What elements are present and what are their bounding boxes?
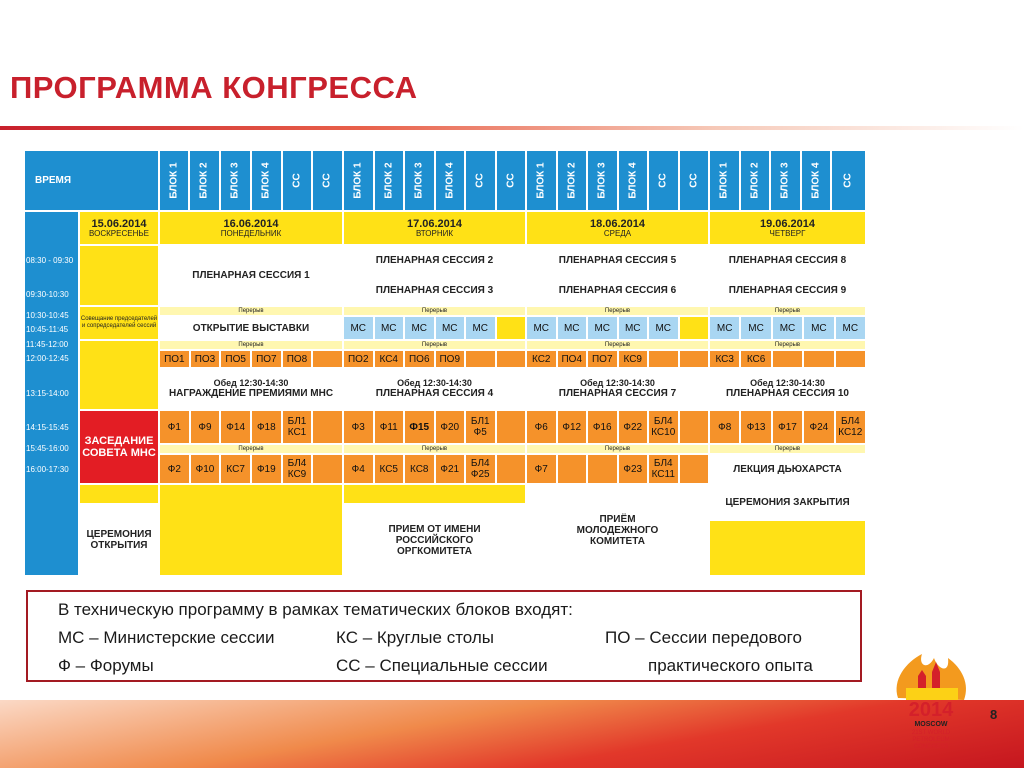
date-cell-tue: 17.06.2014 ВТОРНИК (343, 211, 526, 245)
time-label: 16:00-17:30 (26, 465, 69, 474)
forum-cell (587, 454, 618, 484)
time-header: ВРЕМЯ (24, 150, 159, 211)
session-code-empty (648, 350, 679, 368)
plenary-session-8: ПЛЕНАРНАЯ СЕССИЯ 8 (709, 245, 866, 275)
time-label: 11:45-12:00 (26, 340, 69, 349)
forum-cell: КС8 (404, 454, 435, 484)
forum-cell: БЛ4 КС10 (648, 410, 679, 444)
logo-line2: PETROLEUM (912, 737, 950, 743)
block-header: СС (312, 150, 343, 211)
forum-cell: Ф7 (526, 454, 557, 484)
logo-line1: 21ST WORLD (911, 730, 951, 736)
council-meeting: ЗАСЕДАНИЕ СОВЕТА МНС (79, 410, 159, 484)
break-cell: Перерыв (526, 340, 709, 350)
sunday-empty (79, 245, 159, 306)
session-code-empty (803, 350, 834, 368)
block-header: БЛОК 3 (404, 150, 435, 211)
session-code-empty (772, 350, 803, 368)
forum-cell: Ф22 (618, 410, 649, 444)
exhibition-opening: ОТКРЫТИЕ ВЫСТАВКИ (159, 316, 343, 340)
session-code: ПО1 (159, 350, 190, 368)
block-header: БЛОК 4 (435, 150, 465, 211)
lunch-block-mon: Обед 12:30-14:30 НАГРАЖДЕНИЕ ПРЕМИЯМИ МНС (159, 368, 343, 410)
session-code: ПО6 (404, 350, 435, 368)
forum-cell-empty (496, 454, 527, 484)
forum-cell: Ф9 (190, 410, 221, 444)
block-header: БЛОК 2 (374, 150, 404, 211)
forum-cell: БЛ4 КС11 (648, 454, 679, 484)
ministerial-session: МС (557, 316, 588, 340)
session-code: КС4 (374, 350, 405, 368)
break-cell: Перерыв (526, 444, 709, 454)
legend-ms: МС – Министерские сессии (58, 628, 275, 647)
legend-title: В техническую программу в рамках тематических блоков входят: (58, 600, 573, 619)
break-cell: Перерыв (343, 306, 526, 316)
session-code: ПО5 (220, 350, 251, 368)
block-header: БЛОК 2 (189, 150, 220, 211)
legend-f: Ф – Форумы (58, 656, 154, 675)
block-header: БЛОК 1 (159, 150, 189, 211)
ministerial-session: МС (526, 316, 557, 340)
break-cell: Перерыв (343, 340, 526, 350)
empty-cell (496, 316, 527, 340)
legend-po-continued: практического опыта (648, 656, 813, 675)
ministerial-session: МС (772, 316, 803, 340)
block-header: БЛОК 3 (770, 150, 801, 211)
forum-cell: Ф13 (740, 410, 771, 444)
lunch-block-tue: Обед 12:30-14:30 ПЛЕНАРНАЯ СЕССИЯ 4 (343, 368, 526, 410)
forum-cell: БЛ4 Ф25 (465, 454, 496, 484)
forum-cell-empty (496, 410, 527, 444)
block-header: БЛОК 3 (587, 150, 618, 211)
forum-cell-empty (312, 410, 343, 444)
session-code: ПО7 (587, 350, 618, 368)
session-code: КС6 (740, 350, 771, 368)
ministerial-session: МС (835, 316, 866, 340)
empty-cell (679, 316, 710, 340)
time-label: 14:15-15:45 (26, 423, 69, 432)
block-header: БЛОК 1 (343, 150, 374, 211)
sunday-chairs-meeting: Совещание председателей и сопредседателей сессий (79, 306, 159, 340)
lunch-block-thu: Обед 12:30-14:30 ПЛЕНАРНАЯ СЕССИЯ 10 (709, 368, 866, 410)
block-header: СС (679, 150, 709, 211)
session-code-empty (835, 350, 866, 368)
session-code: ПО8 (282, 350, 313, 368)
block-header: БЛОК 2 (557, 150, 587, 211)
forum-cell: Ф8 (709, 410, 740, 444)
title-divider (0, 126, 1024, 130)
session-code: ПО2 (343, 350, 374, 368)
ministerial-session: МС (404, 316, 435, 340)
forum-cell: Ф24 (803, 410, 834, 444)
forum-cell: БЛ4 КС9 (282, 454, 313, 484)
bottom-decor-band (0, 700, 1024, 768)
ministerial-session: МС (343, 316, 374, 340)
session-code: ПО7 (251, 350, 282, 368)
tuesday-empty (343, 484, 526, 504)
forum-cell (557, 454, 588, 484)
forum-cell-empty (679, 454, 710, 484)
session-code: КС9 (618, 350, 649, 368)
break-cell: Перерыв (709, 444, 866, 454)
ministerial-session: МС (587, 316, 618, 340)
forum-cell: Ф17 (772, 410, 803, 444)
forum-cell: Ф21 (435, 454, 466, 484)
forum-cell: БЛ4 КС12 (835, 410, 866, 444)
plenary-session-1: ПЛЕНАРНАЯ СЕССИЯ 1 (159, 245, 343, 306)
break-cell: Перерыв (709, 340, 866, 350)
forum-cell: Ф14 (220, 410, 251, 444)
wpc-logo (888, 640, 974, 752)
plenary-session-6: ПЛЕНАРНАЯ СЕССИЯ 6 (526, 275, 709, 306)
forum-cell: Ф18 (251, 410, 282, 444)
block-header: СС (465, 150, 496, 211)
forum-cell: Ф4 (343, 454, 374, 484)
plenary-session-3: ПЛЕНАРНАЯ СЕССИЯ 3 (343, 275, 526, 306)
break-cell: Перерыв (709, 306, 866, 316)
forum-cell: БЛ1 КС1 (282, 410, 313, 444)
forum-cell: КС7 (220, 454, 251, 484)
break-cell: Перерыв (159, 306, 343, 316)
forum-cell: Ф1 (159, 410, 190, 444)
forum-cell: Ф19 (251, 454, 282, 484)
block-header: СС (282, 150, 312, 211)
sunday-empty (79, 340, 159, 410)
legend-ks: КС – Круглые столы (336, 628, 495, 647)
date-cell-thu: 19.06.2014 ЧЕТВЕРГ (709, 211, 866, 245)
session-code-empty (312, 350, 343, 368)
sunday-empty (79, 484, 159, 504)
session-code-empty (465, 350, 496, 368)
forum-cell: Ф16 (587, 410, 618, 444)
forum-cell: КС5 (374, 454, 405, 484)
page-number: 8 (990, 707, 998, 722)
session-code: КС3 (709, 350, 740, 368)
time-label: 10:30-10:45 (26, 311, 69, 320)
date-cell-sun: 15.06.2014 ВОСКРЕСЕНЬЕ (79, 211, 159, 245)
time-label: 09:30-10:30 (26, 290, 69, 299)
forum-cell-empty (679, 410, 710, 444)
session-code: ПО9 (435, 350, 466, 368)
block-header: СС (831, 150, 866, 211)
logo-city: MOSCOW (914, 721, 948, 728)
ministerial-session: МС (435, 316, 466, 340)
reception-russian-committee: ПРИЕМ ОТ ИМЕНИ РОССИЙСКОГО ОРГКОМИТЕТА (343, 504, 526, 576)
reception-youth-committee: ПРИЁМ МОЛОДЕЖНОГО КОМИТЕТА (526, 484, 709, 576)
block-header: БЛОК 3 (220, 150, 251, 211)
block-header: БЛОК 4 (801, 150, 831, 211)
legend-ss: СС – Специальные сессии (336, 656, 548, 675)
break-cell: Перерыв (159, 340, 343, 350)
opening-ceremony: ЦЕРЕМОНИЯ ОТКРЫТИЯ (79, 504, 159, 576)
session-code: КС2 (526, 350, 557, 368)
ministerial-session: МС (374, 316, 405, 340)
time-label: 15:45-16:00 (26, 444, 69, 453)
block-header: БЛОК 1 (526, 150, 557, 211)
ministerial-session: МС (740, 316, 771, 340)
ministerial-session: МС (465, 316, 496, 340)
logo-year: 2014 (908, 699, 954, 721)
forum-cell-empty (312, 454, 343, 484)
time-label: 12:00-12:45 (26, 354, 69, 363)
block-header: БЛОК 1 (709, 150, 740, 211)
slide-title: ПРОГРАММА КОНГРЕССА (10, 70, 418, 105)
forum-cell: Ф15 (404, 410, 435, 444)
block-header: СС (496, 150, 526, 211)
forum-cell: Ф23 (618, 454, 649, 484)
logo-line3: CONGRESS (913, 744, 949, 750)
block-header: СС (648, 150, 679, 211)
block-header: БЛОК 4 (251, 150, 282, 211)
ministerial-session: МС (618, 316, 649, 340)
block-header: БЛОК 4 (618, 150, 648, 211)
legend-box (26, 590, 862, 682)
dewhurst-lecture: ЛЕКЦИЯ ДЬЮХАРСТА (709, 454, 866, 484)
session-code-empty (679, 350, 710, 368)
legend-po: ПО – Сессии передового (605, 628, 802, 647)
date-cell-wed: 18.06.2014 СРЕДА (526, 211, 709, 245)
plenary-session-9: ПЛЕНАРНАЯ СЕССИЯ 9 (709, 275, 866, 306)
break-cell: Перерыв (343, 444, 526, 454)
ministerial-session: МС (709, 316, 740, 340)
forum-cell: Ф2 (159, 454, 190, 484)
ministerial-session: МС (803, 316, 834, 340)
time-label: 13:15-14:00 (26, 389, 69, 398)
break-cell: Перерыв (159, 444, 343, 454)
forum-cell: Ф10 (190, 454, 221, 484)
forum-cell: Ф20 (435, 410, 466, 444)
thursday-empty (709, 520, 866, 576)
closing-ceremony: ЦЕРЕМОНИЯ ЗАКРЫТИЯ (709, 484, 866, 520)
session-code-empty (496, 350, 527, 368)
schedule-table (24, 150, 866, 576)
forum-cell: Ф11 (374, 410, 405, 444)
time-label: 08:30 - 09:30 (26, 256, 74, 265)
plenary-session-5: ПЛЕНАРНАЯ СЕССИЯ 5 (526, 245, 709, 275)
break-cell: Перерыв (526, 306, 709, 316)
date-cell-mon: 16.06.2014 ПОНЕДЕЛЬНИК (159, 211, 343, 245)
forum-cell: Ф6 (526, 410, 557, 444)
ministerial-session: МС (648, 316, 679, 340)
plenary-session-2: ПЛЕНАРНАЯ СЕССИЯ 2 (343, 245, 526, 275)
session-code: ПО4 (557, 350, 588, 368)
lunch-block-wed: Обед 12:30-14:30 ПЛЕНАРНАЯ СЕССИЯ 7 (526, 368, 709, 410)
forum-cell: Ф12 (557, 410, 588, 444)
session-code: ПО3 (190, 350, 221, 368)
forum-cell: Ф3 (343, 410, 374, 444)
time-label: 10:45-11:45 (26, 325, 69, 334)
block-header: БЛОК 2 (740, 150, 770, 211)
monday-empty (159, 484, 343, 576)
forum-cell: БЛ1 Ф5 (465, 410, 496, 444)
